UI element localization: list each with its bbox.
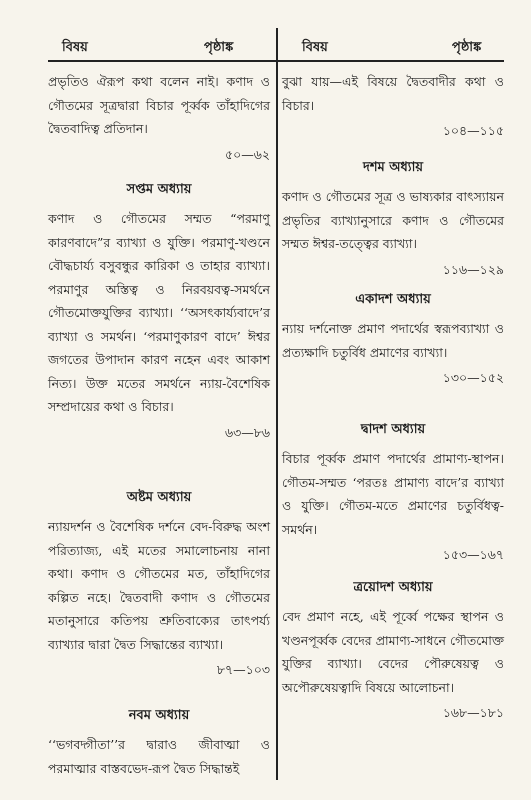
page-range: ১১৬—১২৯: [442, 261, 504, 277]
left-subject-header: বিষয়: [62, 40, 88, 55]
continued-entry-left: [48, 70, 270, 167]
chapter-title: সপ্তম অধ্যায়: [126, 182, 192, 197]
entry-text: বেদ প্রমাণ নহে, এই পূর্ব্বে পক্ষের স্থাপন ও খণ্ডনপূর্ব্বক বেদের প্রামাণ্য-সাধনে গৌতমোক্ত যুক্তির ব্যাখ্যা। বেদের পৌরুষেয়ত্ব ও অপৌরুষেয়ত্বাদি বিষয়ে আলোচনা।: [282, 609, 504, 695]
chapter-title: ত্রয়োদশ অধ্যায়: [353, 580, 433, 595]
page-range: ১০৪—১১৫: [442, 123, 504, 138]
entry-text: প্রভৃতিও ঐরূপ কথা বলেন নাই। কণাদ ও গৌতমের সূত্রদ্বারা বিচার পূর্ব্বক তাঁহাদিগের দ্বৈতবাদিত্ব প্রতিদান।: [48, 74, 270, 136]
chapter-title: নবম অধ্যায়: [128, 708, 190, 723]
chapter-10-entry: [282, 158, 504, 282]
chapter-title: দশম অধ্যায়: [362, 160, 423, 175]
entry-text: বুঝা যায়—এই বিষয়ে দ্বৈতবাদীর কথা ও বিচার।: [282, 74, 504, 113]
chapter-9-entry: [48, 706, 270, 780]
right-page-header: পৃষ্ঠাঙ্ক: [452, 40, 482, 55]
chapter-title: দ্বাদশ অধ্যায়: [360, 422, 426, 437]
chapter-13-entry: [282, 578, 504, 725]
continued-entry-right: [282, 70, 504, 143]
chapter-12-entry: [282, 420, 504, 567]
entry-text: ন্যায় দর্শনোক্ত প্রমাণ পদার্থের স্বরূপব্যাখ্যা ও প্রত্যক্ষাদি চতুর্বিধ প্রমাণের ব্যাখ্যা।: [282, 321, 504, 360]
page-range: ১৩০—১৫২: [442, 370, 504, 385]
chapter-7-entry: [48, 180, 270, 445]
page-range: ৬৩—৮৬: [225, 424, 270, 440]
chapter-11-entry: [282, 290, 504, 390]
page-range: ৫০—৬২: [225, 146, 270, 162]
entry-text: বিচার পূর্ব্বক প্রমাণ পদার্থের প্রামাণ্য-স্থাপন। গৌতম-সম্মত ‘পরতঃ প্রামাণ্য বাদে’র ব্যাখ্যা ও যুক্তি। গৌতম-মতে প্রমাণের চতুর্বিধত্ব-সমর্থন।: [282, 451, 504, 537]
column-divider: [276, 28, 278, 780]
left-column: [48, 30, 270, 800]
right-subject-header: বিষয়: [302, 40, 328, 55]
page-range: ৮৭—১০৩: [216, 662, 270, 677]
entry-text: ন্যায়দর্শন ও বৈশেষিক দর্শনে বেদ-বিরুদ্ধ অংশ পরিত্যাজ্য, এই মতের সমালোচনায় নানা কথা। কণাদ ও গৌতমের মত, তাঁহাদিগের কল্পিত নহে। দ্বৈতবাদী কণাদ ও গৌতমের মতানুসারে কতিপয় শ্রুতিবাক্যের তাৎপর্য্য ব্যাখ্যার দ্বারা দ্বৈত সিদ্ধান্তের ব্যাখ্যা।: [48, 519, 270, 652]
entry-text: ‘‘ভগবদ্গীতা’’র দ্বারাও জীবাত্মা ও পরমাত্মার বাস্তবভেদ-রূপ দ্বৈত সিদ্ধান্তই: [48, 737, 270, 776]
page-range: ১৬৮—১৮১: [442, 705, 504, 720]
left-page-header: পৃষ্ঠাঙ্ক: [204, 40, 234, 55]
page-range: ১৫৩—১৬৭: [442, 547, 504, 562]
entry-text: কণাদ ও গৌতমের সূত্র ও ভাষ্যকার বাৎস্যায়ন প্রভৃতির ব্যাখ্যানুসারে কণাদ ও গৌতমের সম্মত ঈশ্বর-তত্ত্বের ব্যাখ্যা।: [282, 189, 504, 251]
chapter-title: একাদশ অধ্যায়: [355, 292, 431, 307]
right-column: [282, 30, 504, 800]
entry-text: কণাদ ও গৌতমের সম্মত “পরমাণু কারণবাদে”র ব্যাখ্যা ও যুক্তি। পরমাণু-খণ্ডনে বৌদ্ধচার্য্য বসুবন্ধুর কারিকা ও তাহার ব্যাখ্যা। পরমাণুর অস্তিত্ব ও নিরবয়বত্ব-সমর্থনে গৌতমোক্তযুক্তির ব্যাখ্যা। ‘‘অসৎকার্য্যবাদে’র ব্যাখ্যা ও সমর্থন। ‘পরমাণুকারণ বাদে’ ঈশ্বর জগতের উপাদান কারণ নহেন এবং আকাশ নিত্য। উক্ত মতের সমর্থনে ন্যায়-বৈশেষিক সম্প্রদায়ের কথা ও বিচার।: [48, 211, 270, 414]
chapter-title: অষ্টম অধ্যায়: [126, 490, 192, 505]
chapter-8-entry: [48, 488, 270, 682]
